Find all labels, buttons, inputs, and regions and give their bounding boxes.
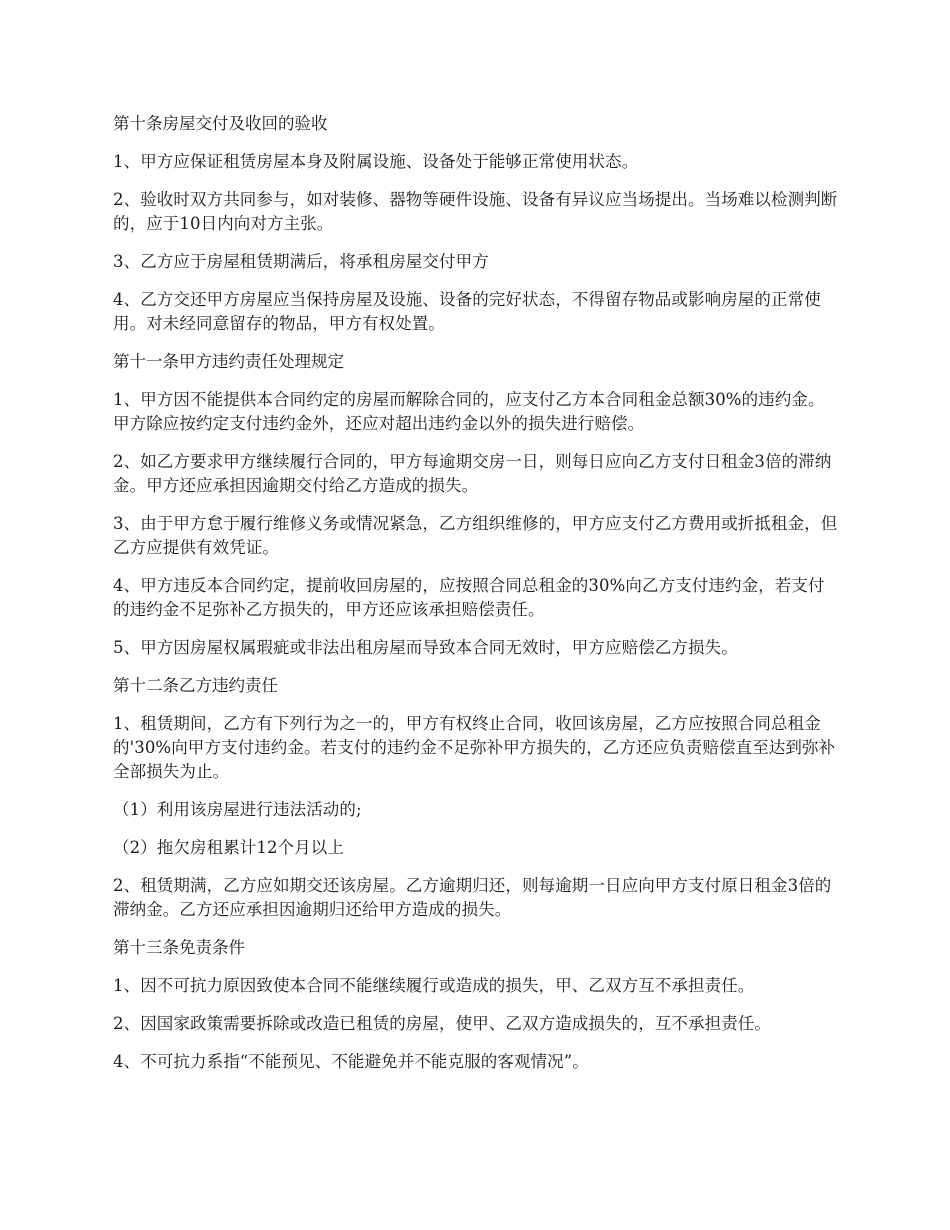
clause-13-2: 2、因国家政策需要拆除或改造已租赁的房屋，使甲、乙双方造成损失的，互不承担责任。 xyxy=(113,1014,771,1033)
clause-11-5: 5、甲方因房屋权属瑕疵或非法出租房屋而导致本合同无效时，甲方应赔偿乙方损失。 xyxy=(113,638,738,657)
section-heading-10: 第十条房屋交付及收回的验收 xyxy=(113,114,328,133)
section-heading-11: 第十一条甲方违约责任处理规定 xyxy=(113,352,344,371)
clause-12-2: 2、租赁期满，乙方应如期交还该房屋。乙方逾期归还，则每逾期一日应向甲方支付原日租金3倍的滞纳金。乙方还应承担因逾期归还给甲方造成的损失。 xyxy=(113,876,832,919)
clause-10-2: 2、验收时双方共同参与，如对装修、器物等硬件设施、设备有异议应当场提出。当场难以检测判断的，应于10日内向对方主张。 xyxy=(113,190,838,233)
clause-12-1: 1、租赁期间，乙方有下列行为之一的，甲方有权终止合同，收回该房屋，乙方应按照合同总租金的'30%向甲方支付违约金。若支付的违约金不足弥补甲方损失的，乙方还应负责赔偿直至达到弥补全部损失为止。 xyxy=(113,714,836,781)
clause-12-1-sub-1: （1）利用该房屋进行违法活动的; xyxy=(113,800,362,819)
document-page xyxy=(113,112,841,1088)
clause-13-1: 1、因不可抗力原因致使本合同不能继续履行或造成的损失，甲、乙双方互不承担责任。 xyxy=(113,976,755,995)
clause-10-4: 4、乙方交还甲方房屋应当保持房屋及设施、设备的完好状态，不得留存物品或影响房屋的正常使用。对未经同意留存的物品，甲方有权处置。 xyxy=(113,290,821,333)
section-heading-12: 第十二条乙方违约责任 xyxy=(113,676,278,695)
clause-11-2: 2、如乙方要求甲方继续履行合同的，甲方每逾期交房一日，则每日应向乙方支付日租金3倍的滞纳金。甲方还应承担因逾期交付给乙方造成的损失。 xyxy=(113,452,832,495)
clause-13-4: 4、不可抗力系指“不能预见、不能避免并不能克服的客观情况”。 xyxy=(113,1052,589,1071)
clause-11-1: 1、甲方因不能提供本合同约定的房屋而解除合同的，应支付乙方本合同租金总额30%的违约金。甲方除应按约定支付违约金外，还应对超出违约金以外的损失进行赔偿。 xyxy=(113,390,825,433)
clause-10-1: 1、甲方应保证租赁房屋本身及附属设施、设备处于能够正常使用状态。 xyxy=(113,152,639,171)
section-heading-13: 第十三条免责条件 xyxy=(113,938,245,957)
clause-12-1-sub-2: （2）拖欠房租累计12个月以上 xyxy=(113,838,344,857)
clause-11-4: 4、甲方违反本合同约定，提前收回房屋的，应按照合同总租金的30%向乙方支付违约金，若支付的违约金不足弥补乙方损失的，甲方还应该承担赔偿责任。 xyxy=(113,576,825,619)
clause-11-3: 3、由于甲方怠于履行维修义务或情况紧急，乙方组织维修的，甲方应支付乙方费用或折抵租金，但乙方应提供有效凭证。 xyxy=(113,514,838,557)
clause-10-3: 3、乙方应于房屋租赁期满后，将承租房屋交付甲方 xyxy=(113,252,489,271)
